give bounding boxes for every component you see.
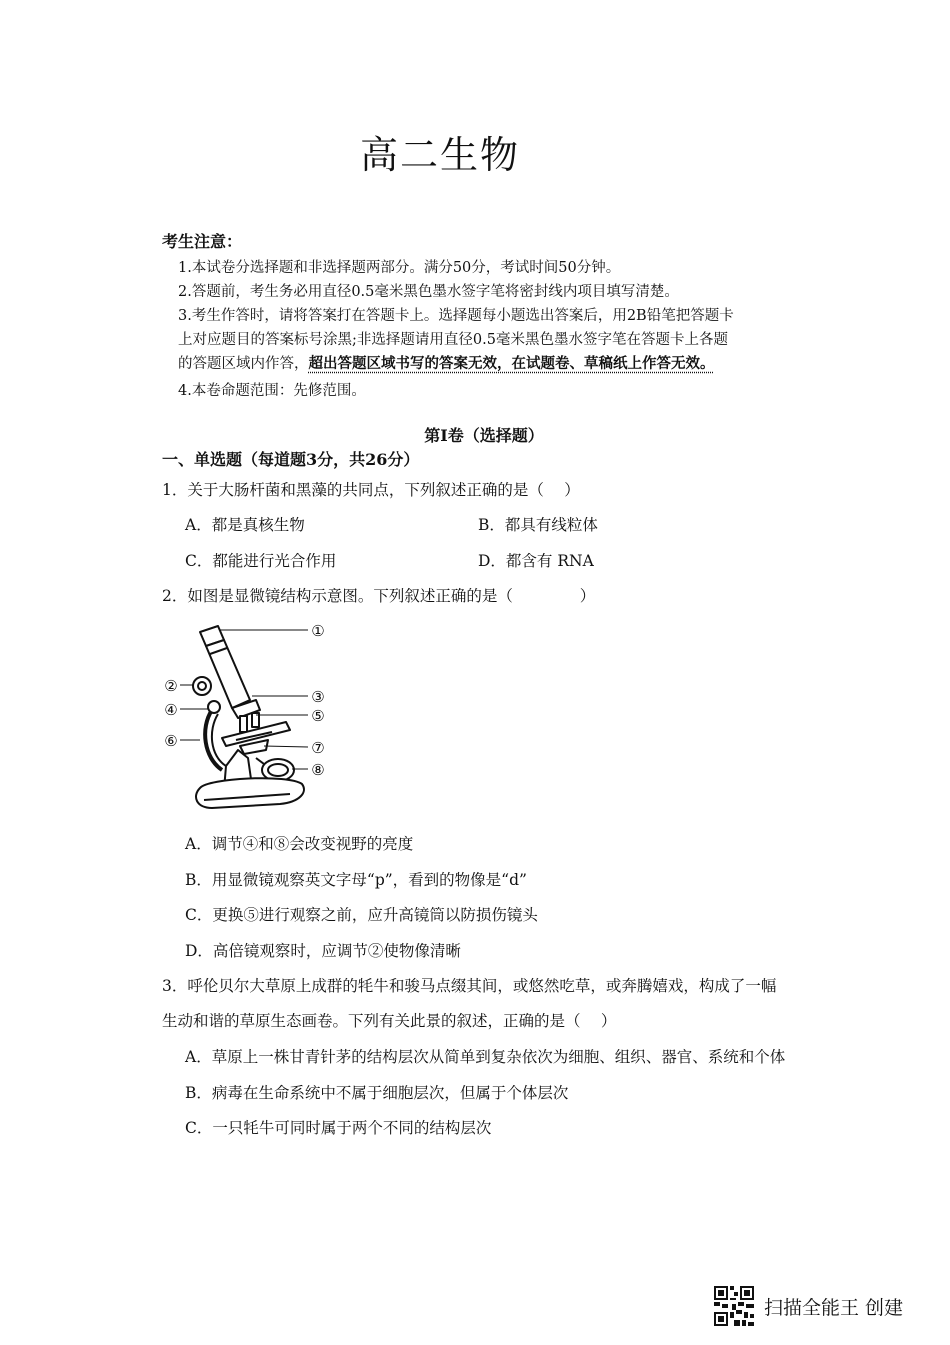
footer-watermark: 扫描全能王 创建 [764, 1297, 904, 1319]
question-1-option-d: D．都含有 RNA [478, 552, 594, 570]
question-3-option-c: C．一只牦牛可同时属于两个不同的结构层次 [185, 1119, 492, 1137]
question-2-option-b: B．用显微镜观察英文字母“p”，看到的物像是“d” [185, 871, 527, 889]
figure-label-3: ③ [311, 688, 325, 706]
notice-item-3-line-3 [178, 352, 715, 373]
question-1-option-a: A．都是真核生物 [185, 516, 305, 534]
figure-label-2: ② [164, 677, 178, 695]
figure-label-6: ⑥ [164, 732, 178, 750]
notice-item-3-line-1: 3.考生作答时，请将答案打在答题卡上。选择题每小题选出答案后，用2B铅笔把答题卡 [178, 308, 734, 324]
notice-emphasis: 超出答题区域书写的答案无效，在试题卷、草稿纸上作答无效。 [308, 355, 715, 372]
notice-item-1: 1.本试卷分选择题和非选择题两部分。满分50分，考试时间50分钟。 [178, 260, 621, 276]
question-2-option-c: C．更换⑤进行观察之前，应升高镜筒以防损伤镜头 [185, 906, 538, 924]
figure-label-4: ④ [164, 701, 178, 719]
notice-item-4: 4.本卷命题范围：先修范围。 [178, 383, 366, 399]
qr-code-icon [712, 1284, 756, 1328]
figure-label-7: ⑦ [311, 739, 325, 757]
notice-item-3-line-2: 上对应题目的答案标号涂黑;非选择题请用直径0.5毫米黑色墨水签字笔在答题卡上各题 [178, 332, 728, 348]
page-title: 高二生物 [359, 133, 520, 177]
notice-heading: 考生注意： [162, 232, 243, 251]
question-3-option-a: A．草原上一株甘青针茅的结构层次从简单到复杂依次为细胞、组织、器官、系统和个体 [185, 1048, 786, 1066]
question-1-option-c: C．都能进行光合作用 [185, 552, 337, 570]
section-subtitle: 一、单选题（每道题3分，共26分） [162, 450, 420, 469]
figure-label-1: ① [311, 622, 325, 640]
question-1-option-b: B．都具有线粒体 [478, 516, 598, 534]
question-2-option-a: A．调节④和⑧会改变视野的亮度 [185, 835, 414, 853]
figure-label-5: ⑤ [311, 707, 325, 725]
notice-item-3-text: 的答题区域内作答， [178, 356, 309, 372]
question-2-stem: 2．如图是显微镜结构示意图。下列叙述正确的是（ ） [162, 587, 596, 605]
question-3-option-b: B．病毒在生命系统中不属于细胞层次，但属于个体层次 [185, 1084, 569, 1102]
question-3-stem-line-2: 生动和谐的草原生态画卷。下列有关此景的叙述，正确的是（ ） [162, 1012, 617, 1030]
question-2-option-d: D．高倍镜观察时，应调节②使物像清晰 [185, 942, 461, 960]
microscope-figure [160, 618, 340, 816]
section-title: 第Ⅰ卷（选择题） [424, 426, 544, 445]
question-3-stem-line-1: 3．呼伦贝尔大草原上成群的牦牛和骏马点缀其间，或悠然吃草，或奔腾嬉戏，构成了一幅 [162, 977, 777, 995]
question-1-stem: 1．关于大肠杆菌和黑藻的共同点，下列叙述正确的是（ ） [162, 481, 580, 499]
notice-item-2: 2.答题前，考生务必用直径0.5毫米黑色墨水签字笔将密封线内项目填写清楚。 [178, 284, 679, 300]
figure-label-8: ⑧ [311, 761, 325, 779]
